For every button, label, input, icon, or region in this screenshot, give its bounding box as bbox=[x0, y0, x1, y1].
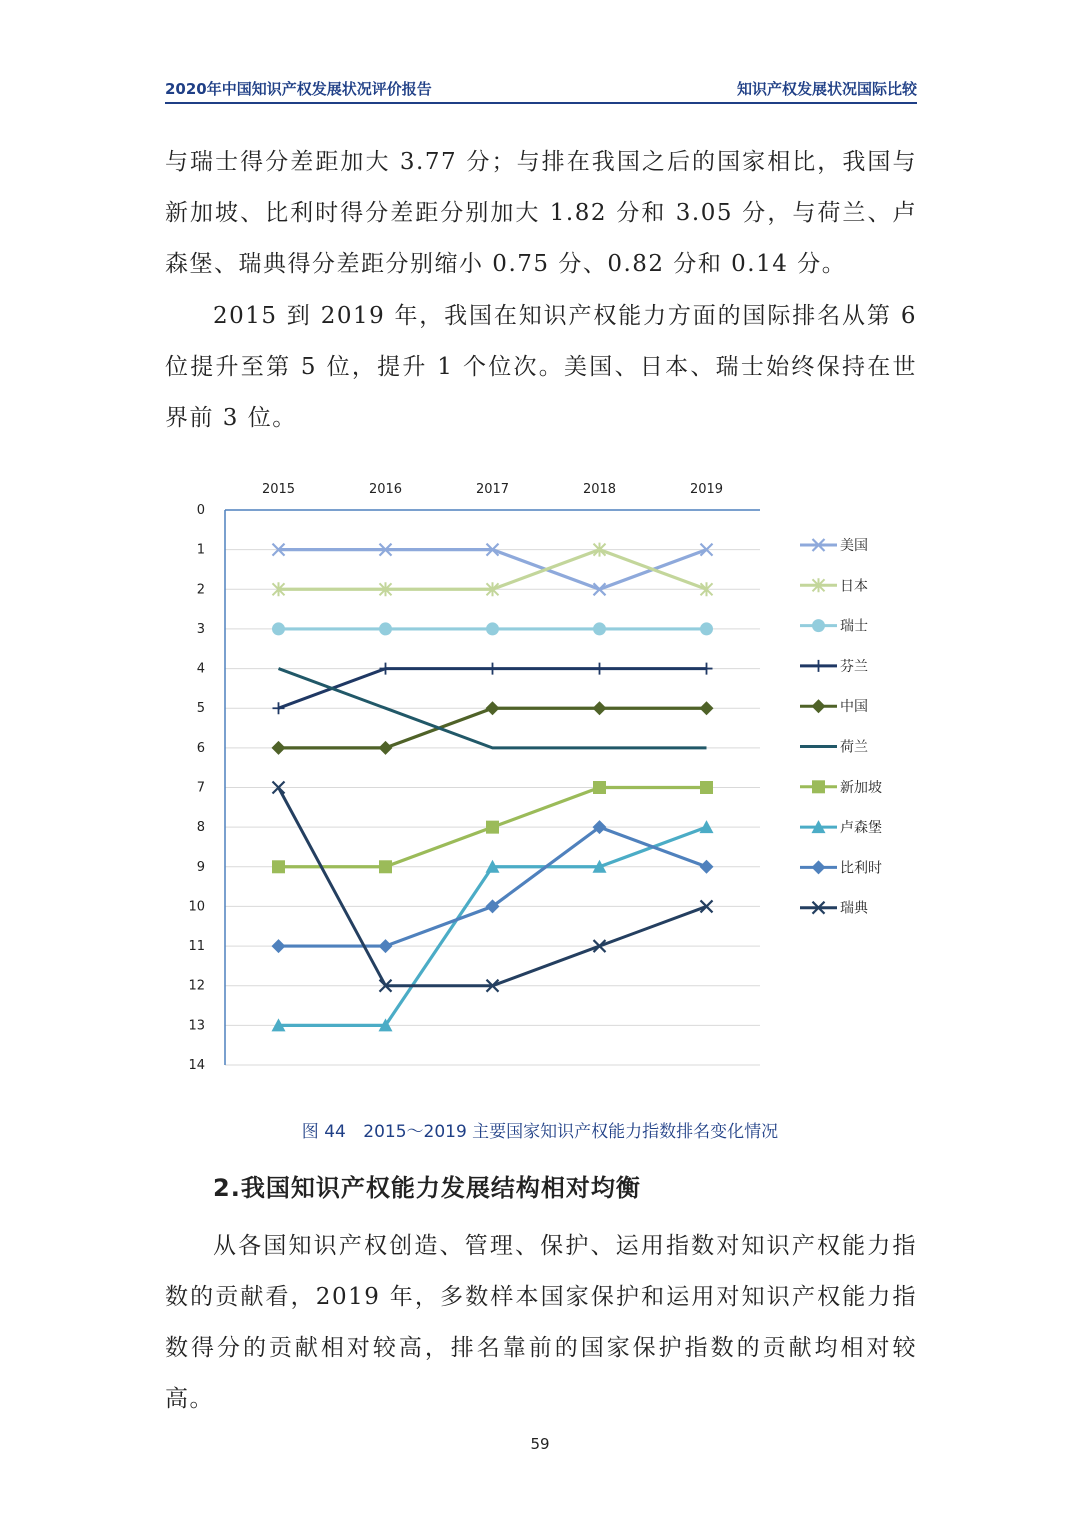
legend-label: 荷兰 bbox=[840, 739, 868, 756]
data-point bbox=[700, 781, 713, 794]
figure-title: 2015～2019 主要国家知识产权能力指数排名变化情况 bbox=[363, 1122, 779, 1142]
legend-label: 美国 bbox=[840, 538, 868, 554]
legend-marker bbox=[813, 660, 825, 672]
figure-label: 图 44 bbox=[301, 1122, 346, 1142]
data-point bbox=[272, 860, 285, 873]
ranking-line-chart bbox=[180, 470, 920, 1080]
x-tick-label: 2016 bbox=[368, 482, 403, 497]
data-point bbox=[272, 622, 285, 635]
x-tick-label: 2015 bbox=[261, 482, 296, 497]
y-tick-label: 10 bbox=[188, 899, 205, 915]
data-point bbox=[594, 663, 606, 675]
data-point bbox=[272, 741, 286, 755]
data-point bbox=[272, 939, 286, 953]
page-number: 59 bbox=[530, 1435, 550, 1453]
data-point bbox=[486, 701, 500, 715]
data-point bbox=[700, 820, 714, 833]
data-point bbox=[486, 622, 499, 635]
legend-label: 日本 bbox=[840, 578, 868, 595]
page-header bbox=[165, 76, 917, 104]
y-tick-label: 7 bbox=[196, 780, 205, 796]
y-tick-label: 2 bbox=[196, 582, 205, 598]
paragraph-structure: 从各国知识产权创造、管理、保护、运用指数对知识产权能力指数的贡献看，2019 年，多数样本国家保护和运用对知识产权能力指数得分的贡献相对较高，排名靠前的国家保护指数的贡献均相对较高。 bbox=[165, 1233, 917, 1412]
data-point bbox=[700, 701, 714, 715]
y-tick-label: 12 bbox=[188, 978, 205, 994]
y-tick-label: 8 bbox=[196, 820, 205, 836]
data-point bbox=[380, 663, 392, 675]
legend-label: 芬兰 bbox=[840, 658, 868, 675]
data-point bbox=[379, 860, 392, 873]
y-tick-label: 3 bbox=[196, 621, 205, 637]
section-heading: 2.我国知识产权能力发展结构相对均衡 bbox=[213, 1174, 641, 1202]
chart-canvas bbox=[180, 470, 920, 1080]
data-point bbox=[379, 939, 393, 953]
legend-label: 瑞典 bbox=[840, 900, 868, 917]
data-point bbox=[593, 622, 606, 635]
data-point bbox=[486, 821, 499, 834]
y-tick-label: 13 bbox=[188, 1018, 205, 1034]
data-point bbox=[379, 741, 393, 755]
legend-marker bbox=[812, 699, 826, 713]
y-tick-label: 9 bbox=[196, 859, 205, 875]
data-point bbox=[593, 701, 607, 715]
legend-marker bbox=[812, 780, 825, 793]
header-section-title: 知识产权发展状况国际比较 bbox=[736, 80, 917, 98]
legend-marker bbox=[812, 860, 826, 874]
series-line-8 bbox=[279, 827, 707, 1025]
figure-caption bbox=[0, 1117, 1080, 1142]
legend-label: 瑞士 bbox=[840, 618, 868, 635]
y-tick-label: 4 bbox=[196, 661, 205, 677]
data-point bbox=[487, 663, 499, 675]
data-point bbox=[273, 702, 285, 714]
legend-label: 新加坡 bbox=[840, 779, 882, 796]
legend-label: 中国 bbox=[840, 699, 868, 716]
x-tick-label: 2019 bbox=[689, 482, 724, 497]
series-line-9 bbox=[279, 827, 707, 946]
data-point bbox=[700, 860, 714, 874]
y-tick-label: 6 bbox=[196, 740, 205, 756]
data-point bbox=[701, 663, 713, 675]
legend-label: 比利时 bbox=[840, 860, 882, 877]
legend-label: 卢森堡 bbox=[840, 820, 882, 837]
x-tick-label: 2017 bbox=[475, 482, 510, 497]
data-point bbox=[700, 622, 713, 635]
data-point bbox=[379, 622, 392, 635]
legend-marker bbox=[812, 619, 825, 632]
paragraph-ranking-change: 2015 到 2019 年，我国在知识产权能力方面的国际排名从第 6 位提升至第 5 位，提升 1 个位次。美国、日本、瑞士始终保持在世界前 3 位。 bbox=[165, 303, 917, 431]
data-point bbox=[593, 781, 606, 794]
series-line-10 bbox=[279, 788, 707, 986]
header-report-title: 2020年中国知识产权发展状况评价报告 bbox=[165, 80, 432, 98]
y-tick-label: 1 bbox=[196, 542, 205, 558]
y-tick-label: 14 bbox=[188, 1058, 205, 1073]
x-tick-label: 2018 bbox=[582, 482, 617, 497]
y-tick-label: 11 bbox=[188, 939, 205, 955]
y-tick-label: 0 bbox=[196, 503, 205, 518]
paragraph-score-gap: 与瑞士得分差距加大 3.77 分；与排在我国之后的国家相比，我国与新加坡、比利时得分差距分别加大 1.82 分和 3.05 分，与荷兰、卢森堡、瑞典得分差距分别缩小 0.75 分、0.82 分和 0.14 分。 bbox=[165, 149, 917, 277]
y-tick-label: 5 bbox=[196, 701, 205, 717]
